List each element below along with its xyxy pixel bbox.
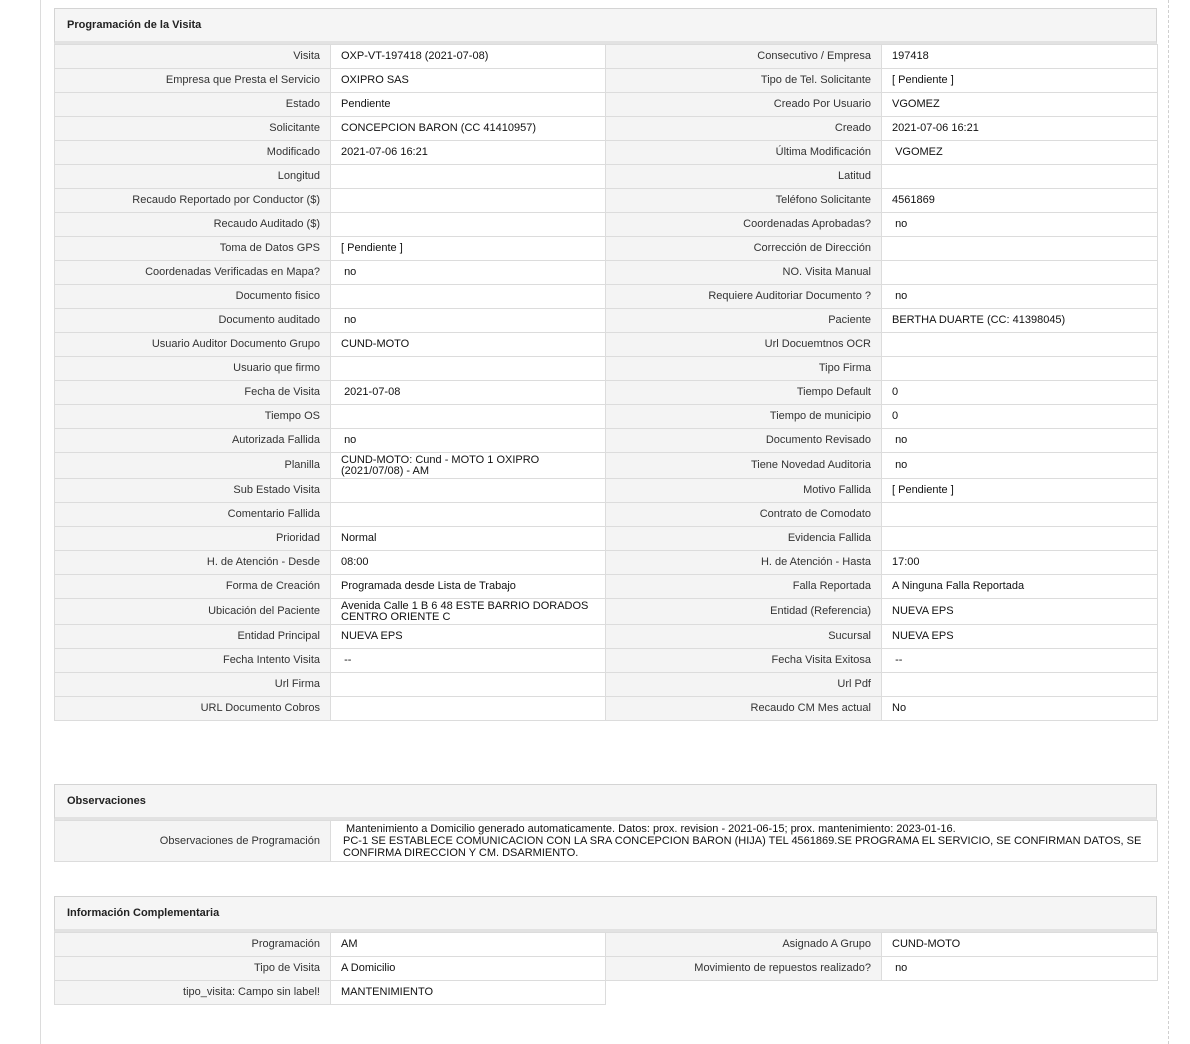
field-row: [55, 673, 1158, 697]
usuario-que-firmo-label: Usuario que firmo: [55, 357, 331, 381]
tiempo-de-municipio-value: 0: [882, 405, 1158, 429]
field-row: [55, 45, 1158, 69]
prioridad-label: Prioridad: [55, 527, 331, 551]
ubicacion-del-paciente-value: Avenida Calle 1 B 6 48 ESTE BARRIO DORADOS CENTRO ORIENTE C: [331, 599, 606, 625]
requiere-auditoriar-documento-label: Requiere Auditoriar Documento ?: [606, 285, 882, 309]
asignado-a-grupo-label: Asignado A Grupo: [606, 933, 882, 957]
empty-cell: [882, 981, 1158, 1005]
tiene-novedad-auditoria-label: Tiene Novedad Auditoria: [606, 453, 882, 479]
correccion-de-direccion-label: Corrección de Dirección: [606, 237, 882, 261]
tiene-novedad-auditoria-value: no: [882, 453, 1158, 479]
correccion-de-direccion-value: [882, 237, 1158, 261]
h-de-atencion-desde-value: 08:00: [331, 551, 606, 575]
forma-de-creacion-value: Programada desde Lista de Trabajo: [331, 575, 606, 599]
comentario-fallida-label: Comentario Fallida: [55, 503, 331, 527]
consecutivo-empresa-label: Consecutivo / Empresa: [606, 45, 882, 69]
solicitante-value: CONCEPCION BARON (CC 41410957): [331, 117, 606, 141]
tiempo-os-label: Tiempo OS: [55, 405, 331, 429]
documento-auditado-label: Documento auditado: [55, 309, 331, 333]
estado-label: Estado: [55, 93, 331, 117]
field-row: [55, 957, 1158, 981]
tipo-visita-campo-sin-label-value: MANTENIMIENTO: [331, 981, 606, 1005]
complementary-table: [54, 932, 1158, 1005]
field-row: [55, 575, 1158, 599]
sub-estado-visita-label: Sub Estado Visita: [55, 479, 331, 503]
tipo-de-tel-solicitante-label: Tipo de Tel. Solicitante: [606, 69, 882, 93]
observation-line-2: PC-1 SE ESTABLECE COMUNICACION CON LA SRA CONCEPCION BARON (HIJA) TEL 4561869.SE PROGRAMA EL SERVICIO, SE CONFIRMAN DATOS, SE CONFIRMA DIRECCION Y CM. DSARMIENTO.: [343, 835, 1142, 859]
movimiento-de-repuestos-realizado-label: Movimiento de repuestos realizado?: [606, 957, 882, 981]
modificado-label: Modificado: [55, 141, 331, 165]
requiere-auditoriar-documento-value: no: [882, 285, 1158, 309]
field-row: [55, 141, 1158, 165]
observations-row: [55, 821, 1158, 862]
url-firma-value: [331, 673, 606, 697]
field-row: [55, 285, 1158, 309]
complementary-header: Información Complementaria: [54, 896, 1157, 932]
planilla-value: CUND-MOTO: Cund - MOTO 1 OXIPRO (2021/07/08) - AM: [331, 453, 606, 479]
fecha-visita-exitosa-value: --: [882, 649, 1158, 673]
evidencia-fallida-label: Evidencia Fallida: [606, 527, 882, 551]
h-de-atencion-hasta-label: H. de Atención - Hasta: [606, 551, 882, 575]
creado-label: Creado: [606, 117, 882, 141]
movimiento-de-repuestos-realizado-value: no: [882, 957, 1158, 981]
entidad-referencia-label: Entidad (Referencia): [606, 599, 882, 625]
motivo-fallida-value: [ Pendiente ]: [882, 479, 1158, 503]
h-de-atencion-desde-label: H. de Atención - Desde: [55, 551, 331, 575]
field-row: [55, 213, 1158, 237]
field-row: [55, 697, 1158, 721]
tipo-de-visita-value: A Domicilio: [331, 957, 606, 981]
tiempo-default-value: 0: [882, 381, 1158, 405]
visita-label: Visita: [55, 45, 331, 69]
entidad-referencia-value: NUEVA EPS: [882, 599, 1158, 625]
field-row: [55, 189, 1158, 213]
forma-de-creacion-label: Forma de Creación: [55, 575, 331, 599]
observations-label: Observaciones de Programación: [55, 821, 331, 862]
url-docuemtnos-ocr-label: Url Docuemtnos OCR: [606, 333, 882, 357]
recaudo-cm-mes-actual-label: Recaudo CM Mes actual: [606, 697, 882, 721]
url-documento-cobros-label: URL Documento Cobros: [55, 697, 331, 721]
url-pdf-value: [882, 673, 1158, 697]
ultima-modificacion-label: Última Modificación: [606, 141, 882, 165]
recaudo-cm-mes-actual-value: No: [882, 697, 1158, 721]
prioridad-value: Normal: [331, 527, 606, 551]
estado-value: Pendiente: [331, 93, 606, 117]
tiempo-default-label: Tiempo Default: [606, 381, 882, 405]
field-row: [55, 453, 1158, 479]
tipo-firma-label: Tipo Firma: [606, 357, 882, 381]
visit-schedule-header: Programación de la Visita: [54, 8, 1157, 44]
visita-value: OXP-VT-197418 (2021-07-08): [331, 45, 606, 69]
documento-revisado-label: Documento Revisado: [606, 429, 882, 453]
latitud-label: Latitud: [606, 165, 882, 189]
fecha-de-visita-value: 2021-07-08: [331, 381, 606, 405]
coordenadas-aprobadas-label: Coordenadas Aprobadas?: [606, 213, 882, 237]
toma-de-datos-gps-value: [ Pendiente ]: [331, 237, 606, 261]
coordenadas-verificadas-en-mapa-label: Coordenadas Verificadas en Mapa?: [55, 261, 331, 285]
field-row: [55, 599, 1158, 625]
h-de-atencion-hasta-value: 17:00: [882, 551, 1158, 575]
url-docuemtnos-ocr-value: [882, 333, 1158, 357]
empresa-que-presta-el-servicio-value: OXIPRO SAS: [331, 69, 606, 93]
toma-de-datos-gps-label: Toma de Datos GPS: [55, 237, 331, 261]
field-row: [55, 649, 1158, 673]
recaudo-auditado-value: [331, 213, 606, 237]
programacion-label: Programación: [55, 933, 331, 957]
observations-table: [54, 820, 1158, 862]
documento-auditado-value: no: [331, 309, 606, 333]
programacion-value: AM: [331, 933, 606, 957]
planilla-label: Planilla: [55, 453, 331, 479]
observation-line-1: Mantenimiento a Domicilio generado automaticamente. Datos: prox. revision - 2021-06-15; prox. mantenimiento: 2023-01-16.: [343, 823, 956, 835]
visit-schedule-table: [54, 44, 1158, 721]
comentario-fallida-value: [331, 503, 606, 527]
consecutivo-empresa-value: 197418: [882, 45, 1158, 69]
telefono-solicitante-value: 4561869: [882, 189, 1158, 213]
creado-por-usuario-label: Creado Por Usuario: [606, 93, 882, 117]
field-row: [55, 309, 1158, 333]
tipo-de-visita-label: Tipo de Visita: [55, 957, 331, 981]
ubicacion-del-paciente-label: Ubicación del Paciente: [55, 599, 331, 625]
field-row: [55, 261, 1158, 285]
autorizada-fallida-label: Autorizada Fallida: [55, 429, 331, 453]
paciente-value: BERTHA DUARTE (CC: 41398045): [882, 309, 1158, 333]
url-documento-cobros-value: [331, 697, 606, 721]
sub-estado-visita-value: [331, 479, 606, 503]
field-row: [55, 333, 1158, 357]
longitud-value: [331, 165, 606, 189]
usuario-auditor-documento-grupo-label: Usuario Auditor Documento Grupo: [55, 333, 331, 357]
motivo-fallida-label: Motivo Fallida: [606, 479, 882, 503]
url-pdf-label: Url Pdf: [606, 673, 882, 697]
creado-por-usuario-value: VGOMEZ: [882, 93, 1158, 117]
contrato-de-comodato-label: Contrato de Comodato: [606, 503, 882, 527]
documento-fisico-value: [331, 285, 606, 309]
observations-value: [331, 821, 1158, 862]
sucursal-value: NUEVA EPS: [882, 625, 1158, 649]
empresa-que-presta-el-servicio-label: Empresa que Presta el Servicio: [55, 69, 331, 93]
tipo-firma-value: [882, 357, 1158, 381]
field-row: [55, 237, 1158, 261]
autorizada-fallida-value: no: [331, 429, 606, 453]
field-row: [55, 933, 1158, 957]
tipo-de-tel-solicitante-value: [ Pendiente ]: [882, 69, 1158, 93]
paciente-label: Paciente: [606, 309, 882, 333]
fecha-de-visita-label: Fecha de Visita: [55, 381, 331, 405]
documento-revisado-value: no: [882, 429, 1158, 453]
coordenadas-verificadas-en-mapa-value: no: [331, 261, 606, 285]
field-row: [55, 69, 1158, 93]
entidad-principal-value: NUEVA EPS: [331, 625, 606, 649]
fecha-intento-visita-label: Fecha Intento Visita: [55, 649, 331, 673]
field-row: [55, 429, 1158, 453]
field-row: [55, 93, 1158, 117]
page-left-border: [40, 0, 41, 1044]
contrato-de-comodato-value: [882, 503, 1158, 527]
tipo-visita-campo-sin-label-label: tipo_visita: Campo sin label!: [55, 981, 331, 1005]
no-visita-manual-label: NO. Visita Manual: [606, 261, 882, 285]
observations-section: [54, 784, 1157, 862]
longitud-label: Longitud: [55, 165, 331, 189]
ultima-modificacion-value: VGOMEZ: [882, 141, 1158, 165]
falla-reportada-label: Falla Reportada: [606, 575, 882, 599]
empty-cell: [606, 981, 882, 1005]
complementary-section: [54, 896, 1157, 1005]
recaudo-reportado-por-conductor-value: [331, 189, 606, 213]
asignado-a-grupo-value: CUND-MOTO: [882, 933, 1158, 957]
tiempo-os-value: [331, 405, 606, 429]
field-row: [55, 625, 1158, 649]
modificado-value: 2021-07-06 16:21: [331, 141, 606, 165]
creado-value: 2021-07-06 16:21: [882, 117, 1158, 141]
field-row: [55, 551, 1158, 575]
observations-header: Observaciones: [54, 784, 1157, 820]
field-row: [55, 381, 1158, 405]
entidad-principal-label: Entidad Principal: [55, 625, 331, 649]
recaudo-auditado-label: Recaudo Auditado ($): [55, 213, 331, 237]
sucursal-label: Sucursal: [606, 625, 882, 649]
page-right-dashed-border: [1168, 0, 1169, 1044]
visit-schedule-section: [54, 8, 1157, 721]
usuario-auditor-documento-grupo-value: CUND-MOTO: [331, 333, 606, 357]
field-row: [55, 527, 1158, 551]
coordenadas-aprobadas-value: no: [882, 213, 1158, 237]
solicitante-label: Solicitante: [55, 117, 331, 141]
field-row: [55, 981, 1158, 1005]
evidencia-fallida-value: [882, 527, 1158, 551]
telefono-solicitante-label: Teléfono Solicitante: [606, 189, 882, 213]
fecha-visita-exitosa-label: Fecha Visita Exitosa: [606, 649, 882, 673]
tiempo-de-municipio-label: Tiempo de municipio: [606, 405, 882, 429]
documento-fisico-label: Documento fisico: [55, 285, 331, 309]
falla-reportada-value: A Ninguna Falla Reportada: [882, 575, 1158, 599]
url-firma-label: Url Firma: [55, 673, 331, 697]
field-row: [55, 503, 1158, 527]
field-row: [55, 479, 1158, 503]
field-row: [55, 357, 1158, 381]
recaudo-reportado-por-conductor-label: Recaudo Reportado por Conductor ($): [55, 189, 331, 213]
fecha-intento-visita-value: --: [331, 649, 606, 673]
field-row: [55, 405, 1158, 429]
no-visita-manual-value: [882, 261, 1158, 285]
field-row: [55, 117, 1158, 141]
usuario-que-firmo-value: [331, 357, 606, 381]
latitud-value: [882, 165, 1158, 189]
field-row: [55, 165, 1158, 189]
